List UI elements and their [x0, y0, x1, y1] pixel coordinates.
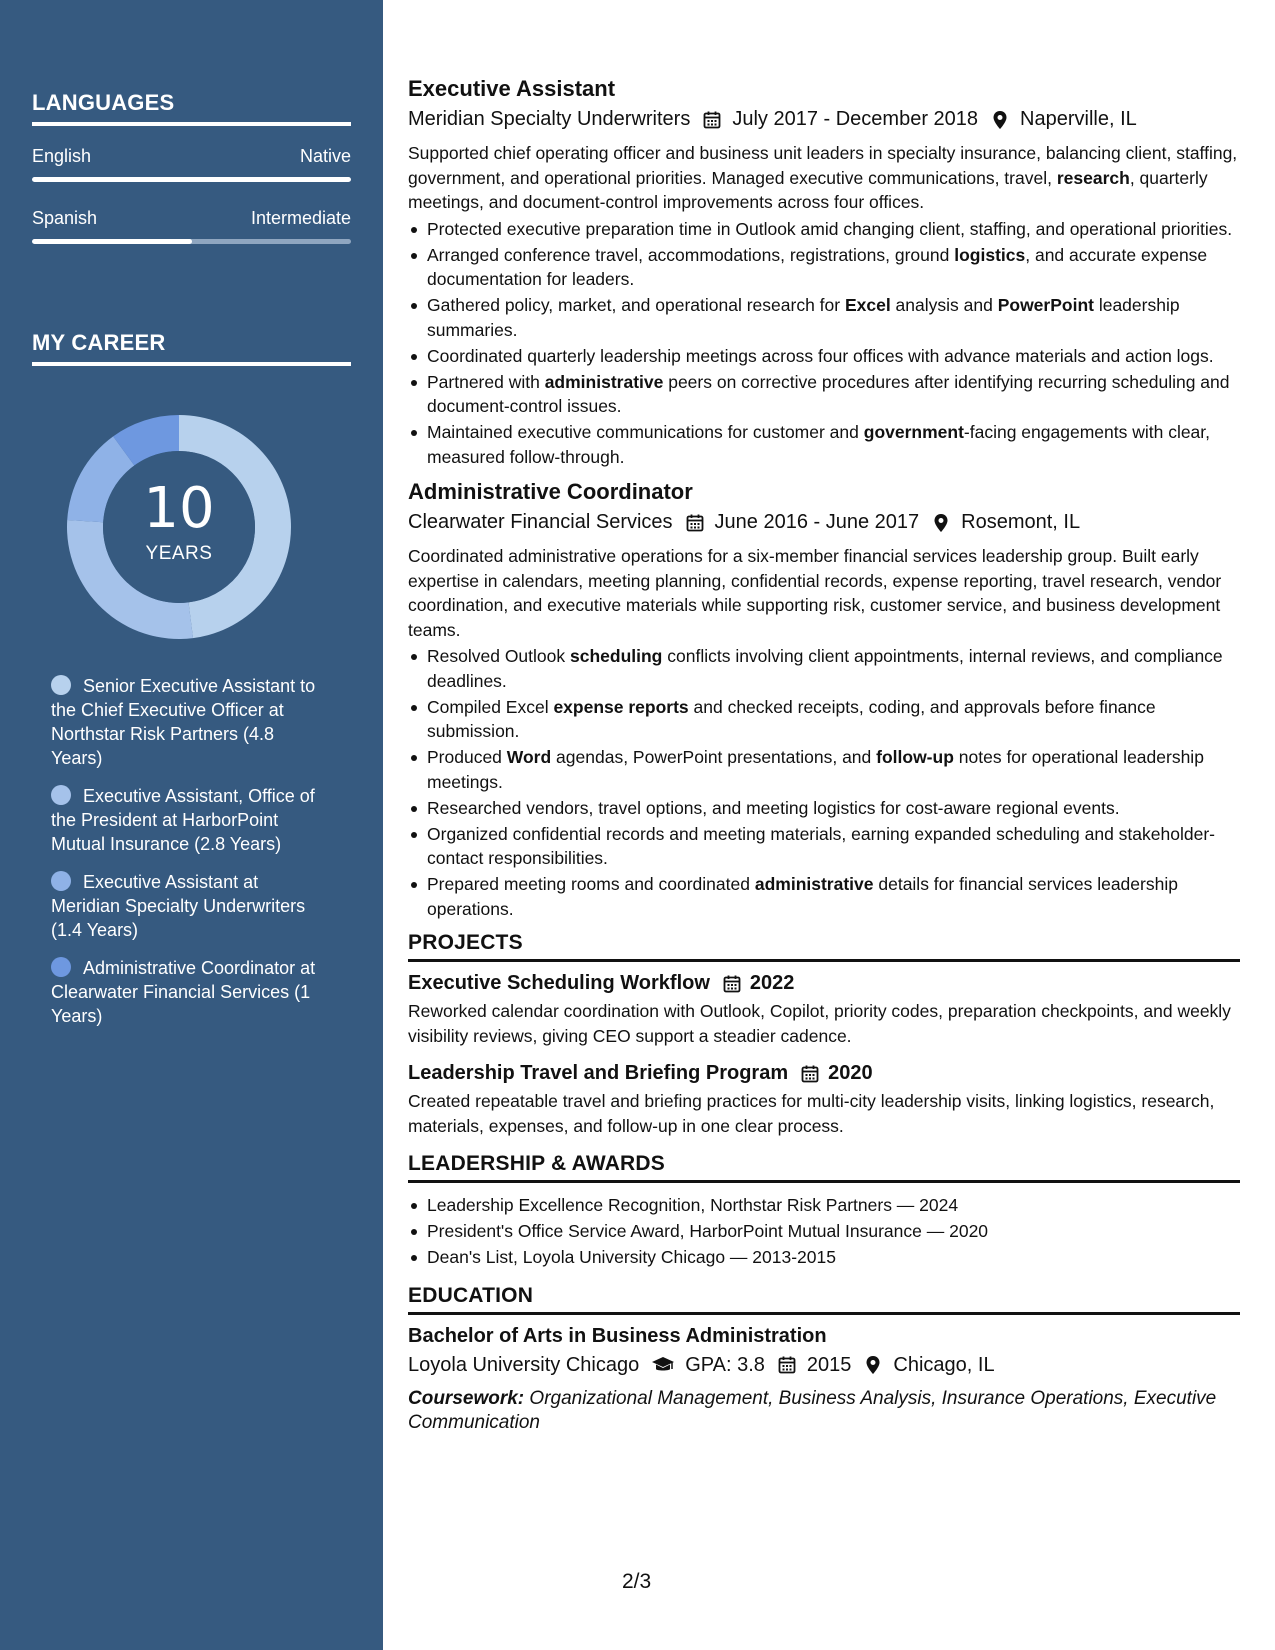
- bullet-text: details for financial services leadership operations.: [427, 874, 1178, 919]
- bullet-text: , and accurate expense documentation for leaders.: [427, 244, 1208, 289]
- language-name: Spanish: [32, 208, 98, 228]
- award-item: Leadership Excellence Recognition, Northstar Risk Partners — 2024: [408, 1193, 1240, 1218]
- bullet-text: notes for operational leadership meetings.: [427, 747, 1204, 792]
- career-item: [51, 784, 326, 856]
- bullet-keyword: scheduling: [570, 646, 663, 666]
- job-bullet: [408, 872, 1240, 921]
- job-meta: [408, 511, 1240, 534]
- job-entry: [408, 76, 1240, 469]
- career-text: Executive Assistant, Office of the President at HarborPoint Mutual Insurance (2.8 Years): [51, 786, 315, 854]
- bullet-keyword: administrative: [544, 371, 664, 392]
- job-bullet: [408, 644, 1240, 693]
- project-year: 2020: [828, 1062, 873, 1084]
- project-item: [408, 1062, 1240, 1138]
- gpa: GPA: 3.8: [685, 1353, 765, 1376]
- project-item: [408, 972, 1240, 1048]
- language-proficiency-fill: [32, 239, 192, 244]
- bullet-text: Produced: [427, 747, 507, 767]
- job-bullet: [408, 293, 1240, 342]
- job-bullets: [408, 217, 1240, 470]
- awards-heading: LEADERSHIP & AWARDS: [408, 1152, 1240, 1183]
- bullet-keyword: logistics: [954, 244, 1026, 265]
- bullet-text: Researched vendors, travel options, and meeting logistics for cost-aware regional events.: [427, 797, 1120, 818]
- bullet-text: Organized confidential records and meeting materials, earning expanded scheduling and stakeholder-contact responsibilities.: [427, 823, 1215, 868]
- graduation-year: 2015: [806, 1353, 852, 1376]
- bullet-text: conflicts involving client appointments, internal reviews, and compliance deadlines.: [427, 646, 1223, 691]
- job-bullet: [408, 695, 1240, 744]
- project-title: Leadership Travel and Briefing Program: [408, 1062, 789, 1084]
- project-title: Executive Scheduling Workflow: [408, 972, 710, 994]
- job-bullet: [408, 217, 1240, 242]
- job-bullet: [408, 370, 1240, 419]
- career-dot-icon: [51, 675, 71, 695]
- calendar-icon: [800, 1064, 820, 1084]
- language-item: [32, 146, 351, 182]
- years-number: 10: [143, 476, 215, 541]
- career-text: Administrative Coordinator at Clearwater Financial Services (1 Years): [51, 958, 316, 1026]
- language-item: [32, 208, 351, 244]
- summary-text: Supported chief operating officer and business unit leaders in specialty insurance, balancing client, staffing, government, and operational priorities. Managed executive communications, travel,: [408, 143, 1238, 188]
- bullet-text: Coordinated quarterly leadership meetings across four offices with advance materials and action logs.: [427, 345, 1214, 366]
- coursework: [408, 1387, 1240, 1435]
- summary-text: Coordinated administrative operations for a six-member financial services leadership group. Built early expertise in calendars, meeting planning, confidential records, expense reporting, travel research, vendor coordination, and executive materials while supporting risk, customer service, and business development teams.: [408, 546, 1222, 640]
- bullet-text: and checked receipts, coding, and approvals before finance submission.: [427, 696, 1156, 741]
- main-content: [408, 76, 1240, 1435]
- job-bullet: [408, 344, 1240, 369]
- career-item: [51, 870, 326, 942]
- graduation-cap-icon: [651, 1355, 675, 1375]
- job-dates: June 2016 - June 2017: [714, 511, 920, 533]
- company-name: Meridian Specialty Underwriters: [408, 108, 691, 130]
- bullet-keyword: government: [863, 422, 964, 442]
- awards-list: [408, 1193, 1240, 1270]
- bullet-text: agendas, PowerPoint presentations, and: [551, 747, 877, 767]
- job-location: Naperville, IL: [1020, 108, 1137, 130]
- award-item: President's Office Service Award, HarborPoint Mutual Insurance — 2020: [408, 1219, 1240, 1244]
- job-meta: [408, 108, 1240, 131]
- job-title: Executive Assistant: [408, 76, 616, 101]
- job-bullet: [408, 243, 1240, 292]
- summary-keyword: research: [1056, 167, 1130, 188]
- job-bullet: [408, 796, 1240, 821]
- bullet-text: peers on corrective procedures after identifying recurring scheduling and document-control issues.: [427, 371, 1230, 416]
- career-text: Executive Assistant at Meridian Specialty Underwriters (1.4 Years): [51, 872, 306, 940]
- bullet-keyword: administrative: [754, 874, 874, 894]
- education-meta: [408, 1354, 1240, 1377]
- bullet-text: analysis and: [890, 295, 998, 315]
- experience-list: [408, 76, 1240, 921]
- job-location: Rosemont, IL: [961, 511, 1081, 533]
- project-description: Created repeatable travel and briefing practices for multi-city leadership visits, linking logistics, research, materials, expenses, and follow-up in one clear process.: [408, 1091, 1215, 1136]
- degree-title: Bachelor of Arts in Business Administration: [408, 1324, 827, 1347]
- location-pin-icon: [863, 1355, 883, 1375]
- job-summary: [408, 141, 1240, 215]
- location-pin-icon: [990, 110, 1010, 130]
- bullet-text: Partnered with: [427, 371, 545, 392]
- calendar-icon: [722, 974, 742, 994]
- page-number: 2/3: [622, 1570, 652, 1593]
- language-proficiency-bar: [32, 239, 351, 244]
- bullet-text: Compiled Excel: [427, 696, 554, 717]
- school-name: Loyola University Chicago: [408, 1353, 640, 1376]
- sidebar: [0, 0, 383, 1650]
- job-dates: July 2017 - December 2018: [732, 108, 979, 130]
- job-bullet: [408, 745, 1240, 794]
- language-level: Native: [299, 146, 351, 166]
- bullet-text: Gathered policy, market, and operational research for: [427, 295, 845, 315]
- bullet-text: Protected executive preparation time in Outlook amid changing client, staffing, and operational priorities.: [427, 218, 1233, 239]
- calendar-icon: [702, 110, 722, 130]
- location-pin-icon: [931, 513, 951, 533]
- job-bullet: [408, 420, 1240, 469]
- job-title: Administrative Coordinator: [408, 479, 693, 504]
- job-bullet: [408, 822, 1240, 871]
- calendar-icon: [777, 1355, 797, 1375]
- career-heading: MY CAREER: [32, 330, 351, 366]
- calendar-icon: [685, 513, 705, 533]
- summary-text: , quarterly meetings, and document-control improvements across four offices.: [408, 167, 1208, 212]
- school-location: Chicago, IL: [893, 1353, 995, 1376]
- job-summary: [408, 544, 1240, 642]
- language-proficiency-fill: [32, 177, 351, 182]
- bullet-text: -facing engagements with clear, measured follow-through.: [427, 422, 1211, 467]
- career-dot-icon: [51, 957, 71, 977]
- bullet-text: Arranged conference travel, accommodations, registrations, ground: [427, 244, 955, 265]
- career-item: [51, 956, 326, 1028]
- career-text: Senior Executive Assistant to the Chief Executive Officer at Northstar Risk Partners (4.8 Years): [51, 676, 316, 768]
- language-name: English: [32, 146, 92, 166]
- bullet-keyword: follow-up: [876, 747, 954, 767]
- career-section: [32, 330, 351, 366]
- language-level: Intermediate: [250, 208, 351, 228]
- job-bullets: [408, 644, 1240, 921]
- project-year: 2022: [749, 972, 795, 994]
- career-list: [51, 674, 326, 1042]
- bullet-text: Maintained executive communications for customer and: [427, 422, 864, 442]
- language-proficiency-bar: [32, 177, 351, 182]
- projects-heading: PROJECTS: [408, 931, 1240, 962]
- coursework-label: Coursework:: [408, 1387, 525, 1409]
- education-item: [408, 1325, 1240, 1435]
- bullet-text: Prepared meeting rooms and coordinated: [427, 874, 755, 894]
- bullet-keyword: Excel: [844, 295, 891, 315]
- bullet-keyword: PowerPoint: [997, 295, 1094, 315]
- career-donut-chart: [66, 414, 292, 640]
- languages-heading: LANGUAGES: [32, 90, 351, 126]
- career-dot-icon: [51, 785, 71, 805]
- career-dot-icon: [51, 871, 71, 891]
- career-item: [51, 674, 326, 770]
- project-description: Reworked calendar coordination with Outlook, Copilot, priority codes, preparation checkpoints, and weekly visibility reviews, giving CEO support a steadier cadence.: [408, 1001, 1231, 1046]
- years-label: YEARS: [145, 543, 213, 564]
- bullet-text: leadership summaries.: [427, 295, 1180, 340]
- award-item: Dean's List, Loyola University Chicago — 2013-2015: [408, 1245, 1240, 1270]
- languages-section: [32, 90, 351, 244]
- donut-center: [66, 414, 292, 640]
- job-entry: [408, 479, 1240, 921]
- coursework-text: Organizational Management, Business Analysis, Insurance Operations, Executive Communication: [408, 1387, 1217, 1433]
- bullet-keyword: expense reports: [553, 696, 689, 717]
- company-name: Clearwater Financial Services: [408, 511, 673, 533]
- bullet-keyword: Word: [506, 747, 552, 767]
- bullet-text: Resolved Outlook: [427, 646, 570, 666]
- education-heading: EDUCATION: [408, 1284, 1240, 1315]
